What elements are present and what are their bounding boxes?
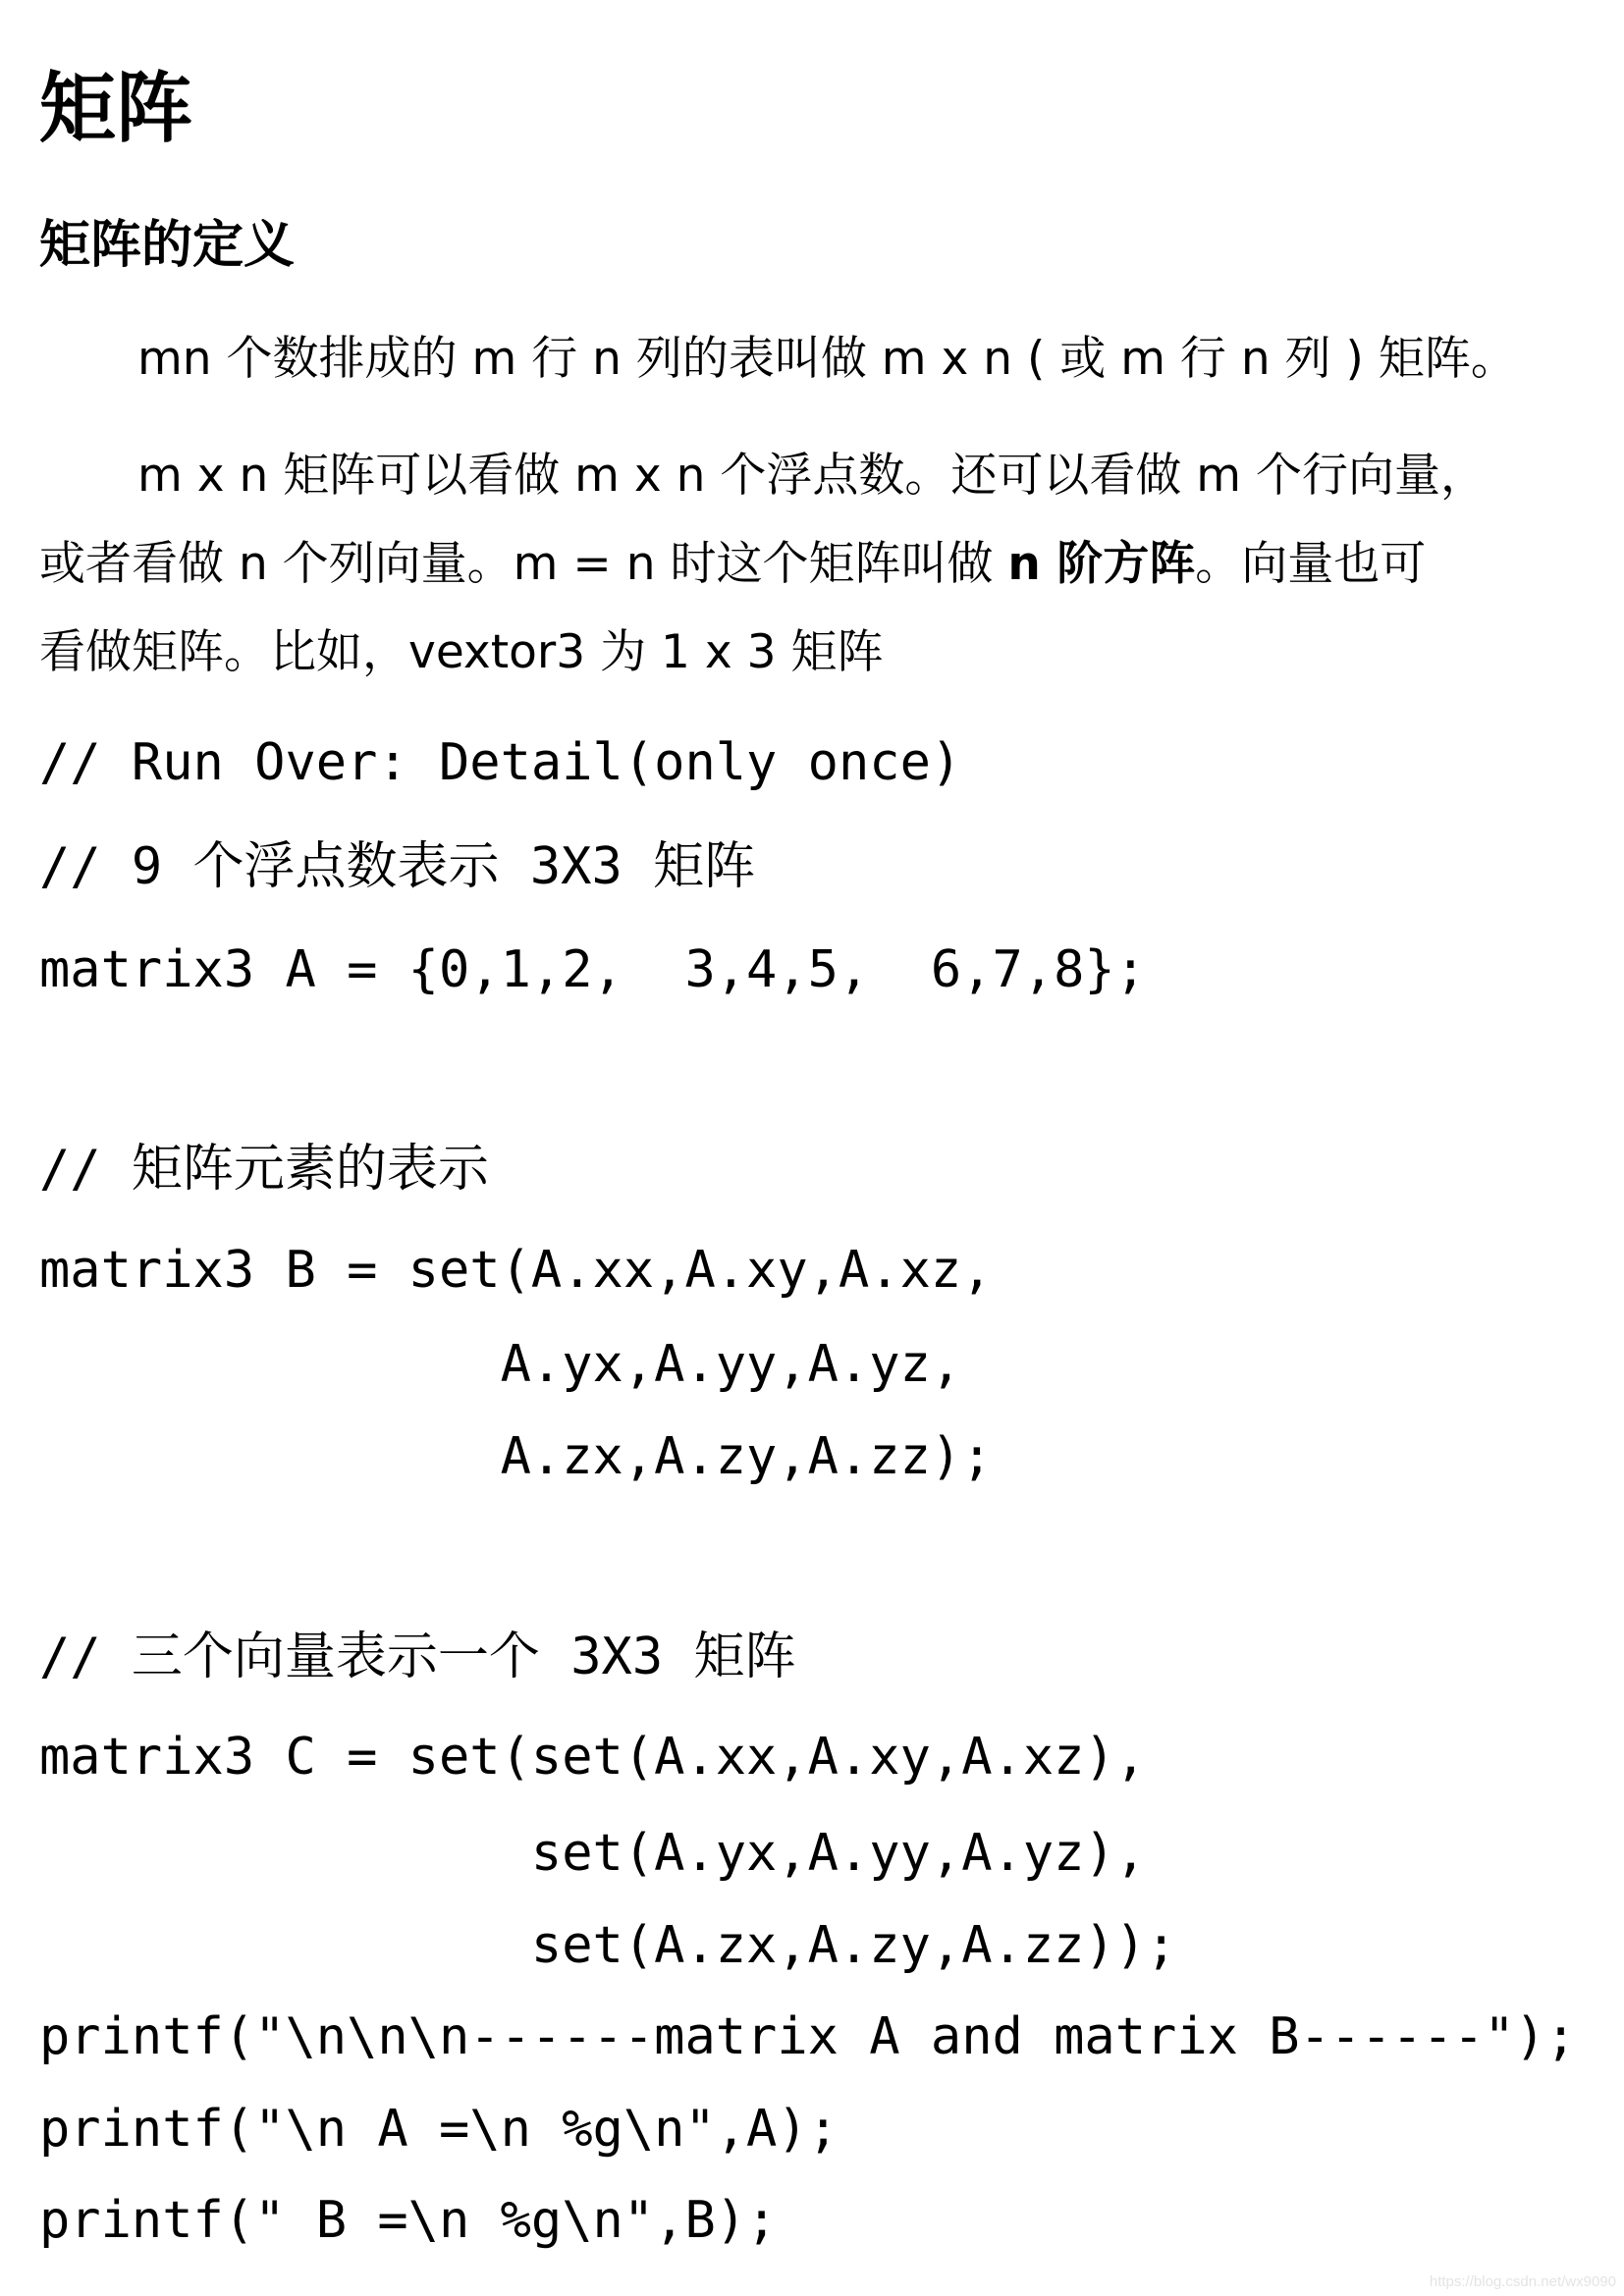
paragraph-line xyxy=(39,537,1427,591)
code-line: matrix3 C = set(set(A.xx,A.xy,A.xz), xyxy=(39,1728,1147,1787)
emphasis-square-matrix: n 阶方阵 xyxy=(1007,537,1196,591)
code-line: matrix3 A = {0,1,2, 3,4,5, 6,7,8}; xyxy=(39,940,1147,999)
paragraph-line: 看做矩阵。比如，vextor3 为 1 x 3 矩阵 xyxy=(39,625,884,679)
code-line: A.zx,A.zy,A.zz); xyxy=(39,1427,993,1486)
code-line: printf(" B =\n %g\n",B); xyxy=(39,2191,778,2250)
page-title: 矩阵 xyxy=(39,65,193,153)
code-line: set(A.yx,A.yy,A.yz), xyxy=(39,1824,1147,1883)
code-line: printf("\n\n\n------matrix A and matrix B------"); xyxy=(39,2007,1577,2066)
paragraph-line: m x n 矩阵可以看做 m x n 个浮点数。还可以看做 m 个行向量， xyxy=(137,449,1488,503)
code-line: A.yx,A.yy,A.yz, xyxy=(39,1335,962,1394)
paragraph-line: mn 个数排成的 m 行 n 列的表叫做 m x n ( 或 m 行 n 列 ) 矩阵。 xyxy=(137,332,1517,386)
watermark-url: https://blog.csdn.net/wx9090 xyxy=(1429,2273,1616,2290)
paragraph-text: 或者看做 n 个列向量。m = n 时这个矩阵叫做 xyxy=(39,537,1008,591)
code-comment: // 矩阵元素的表示 xyxy=(39,1140,489,1199)
section-title-matrix-definition: 矩阵的定义 xyxy=(39,216,296,275)
code-comment: // 9 个浮点数表示 3X3 矩阵 xyxy=(39,837,756,896)
paragraph-text: 。向量也可 xyxy=(1195,537,1427,591)
code-line: matrix3 B = set(A.xx,A.xy,A.xz, xyxy=(39,1241,993,1300)
code-line: set(A.zx,A.zy,A.zz)); xyxy=(39,1916,1177,1975)
code-line: printf("\n A =\n %g\n",A); xyxy=(39,2100,839,2159)
code-comment: // 三个向量表示一个 3X3 矩阵 xyxy=(39,1628,796,1686)
code-comment: // Run Over: Detail(only once) xyxy=(39,733,962,792)
